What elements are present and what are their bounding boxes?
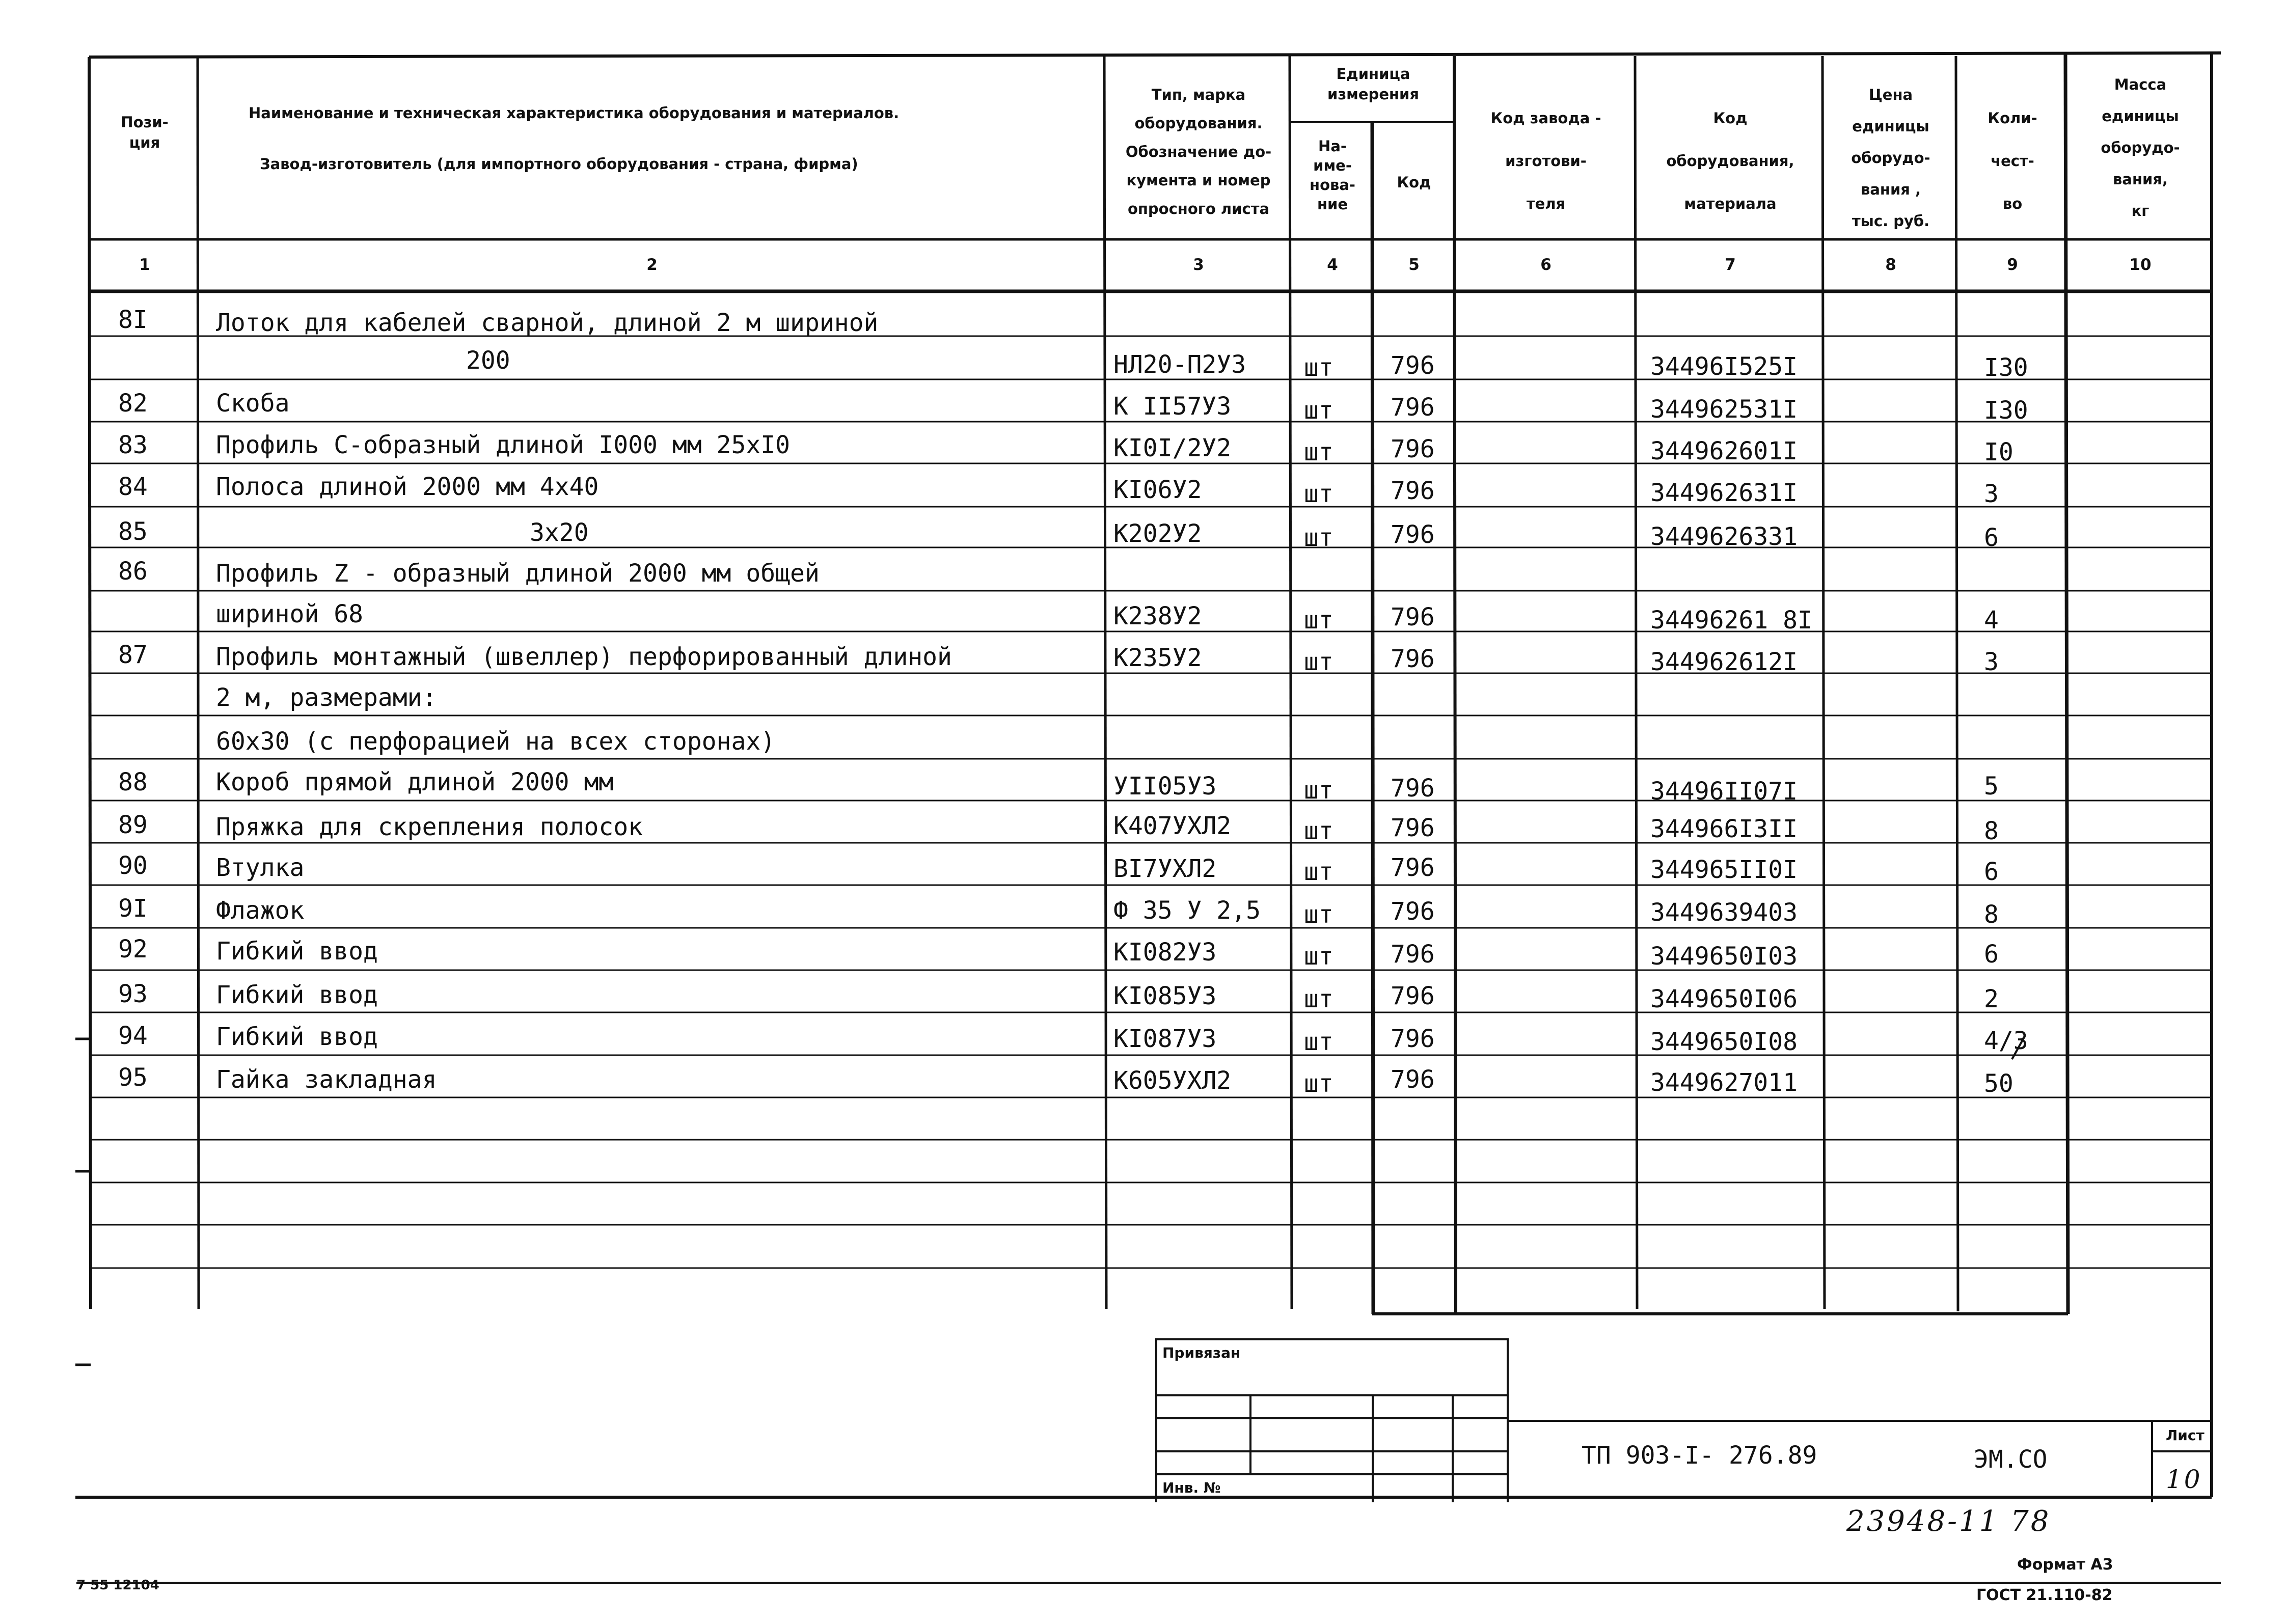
cell-position: 8I	[118, 306, 148, 334]
cell-type: К II57У3	[1113, 392, 1232, 421]
cell-equipment-code: 3449650I08	[1650, 1028, 1798, 1056]
cell-type: КI082У3	[1113, 938, 1217, 967]
cell-quantity: 8	[1984, 817, 1999, 845]
cell-unit: шт	[1304, 817, 1334, 845]
column-number: 8	[1885, 256, 1896, 274]
cell-unit-code: 796	[1391, 982, 1435, 1010]
cell-equipment-code: 34496II07I	[1650, 777, 1798, 806]
cell-quantity: 6	[1984, 524, 1999, 552]
header-mass: Масса единицы оборудо- вания, кг	[2101, 76, 2180, 219]
header-name-line1: Наименование и техническая характеристика оборудования и материалов.	[249, 104, 900, 122]
cell-type: НЛ20-П2У3	[1113, 350, 1246, 379]
cell-quantity: 3	[1984, 480, 1999, 508]
cell-position: 84	[118, 473, 148, 501]
cell-name: Скоба	[216, 389, 290, 418]
cell-position: 88	[118, 768, 148, 796]
cell-type: К407УХЛ2	[1113, 812, 1232, 840]
column-number: 4	[1327, 256, 1338, 274]
cell-unit-code: 796	[1391, 1025, 1435, 1053]
column-number: 7	[1725, 256, 1736, 274]
cell-quantity: 4/3	[1984, 1027, 2028, 1055]
header-equipment-code: Код оборудования, материала	[1666, 109, 1794, 212]
stamp-attached-label: Привязан	[1162, 1344, 1241, 1361]
cell-equipment-code: 34496261 8I	[1650, 606, 1812, 635]
document-code: ТП 903-I- 276.89	[1582, 1441, 1817, 1470]
cell-quantity: 2	[1984, 985, 1999, 1013]
cell-name: Гибкий ввод	[216, 1023, 378, 1051]
cell-unit-code: 796	[1391, 940, 1435, 969]
column-number: 10	[2129, 256, 2152, 274]
cell-unit: шт	[1304, 942, 1334, 971]
cell-quantity: 6	[1984, 858, 1999, 886]
cell-equipment-code: 344962531I	[1650, 395, 1798, 424]
column-number: 3	[1193, 256, 1204, 274]
cell-name: Полоса длиной 2000 мм 4х40	[216, 473, 599, 501]
header-unit-group: Единица измерения	[1327, 65, 1419, 103]
header-name-line2: Завод-изготовитель (для импортного оборудования - страна, фирма)	[260, 155, 858, 173]
cell-type: ВI7УХЛ2	[1113, 855, 1217, 883]
cell-equipment-code: 3449650I06	[1650, 985, 1798, 1013]
cell-position: 95	[118, 1063, 148, 1092]
cell-position: 94	[118, 1022, 148, 1050]
cell-name: 2 м, размерами:	[216, 683, 437, 712]
cell-position: 83	[118, 431, 148, 459]
cell-position: 9I	[118, 894, 148, 923]
cell-type: К605УХЛ2	[1113, 1066, 1232, 1095]
cell-unit-code: 796	[1391, 1065, 1435, 1094]
cell-unit-code: 796	[1391, 897, 1435, 926]
cell-type: К238У2	[1113, 602, 1202, 630]
cell-equipment-code: 344962631I	[1650, 479, 1798, 507]
header-quantity: Коли- чест- во	[1988, 109, 2037, 212]
cell-unit: шт	[1304, 438, 1334, 466]
handwritten-number: 23948-11 78	[1846, 1505, 2051, 1538]
cell-position: 92	[118, 935, 148, 964]
cell-name: Короб прямой длиной 2000 мм	[216, 768, 614, 796]
cell-position: 93	[118, 980, 148, 1008]
cell-unit-code: 796	[1391, 393, 1435, 422]
gost-standard: ГОСТ 21.110-82	[1976, 1586, 2113, 1604]
cell-quantity: I30	[1984, 353, 2028, 382]
cell-position: 82	[118, 389, 148, 418]
cell-unit: шт	[1304, 776, 1334, 805]
cell-unit: шт	[1304, 606, 1334, 635]
cell-unit-code: 796	[1391, 435, 1435, 463]
cell-quantity: 5	[1984, 772, 1999, 801]
print-code: 7 55 12104	[76, 1578, 159, 1593]
cell-unit-code: 796	[1391, 351, 1435, 380]
cell-name: Лоток для кабелей сварной, длиной 2 м шириной	[216, 309, 879, 337]
cell-position: 86	[118, 557, 148, 586]
header-unit-name: На- име- нова- ние	[1310, 137, 1355, 213]
cell-equipment-code: 344962601I	[1650, 437, 1798, 465]
cell-name: Гайка закладная	[216, 1065, 437, 1094]
cell-unit: шт	[1304, 985, 1334, 1013]
column-number: 1	[139, 256, 150, 274]
cell-name: шириной 68	[216, 600, 363, 628]
cell-type: Ф 35 У 2,5	[1113, 896, 1261, 925]
cell-unit-code: 796	[1391, 520, 1435, 549]
cell-equipment-code: 3449626331	[1650, 522, 1798, 551]
cell-type: К235У2	[1113, 644, 1202, 672]
cell-unit-code: 796	[1391, 477, 1435, 505]
cell-unit-code: 796	[1391, 774, 1435, 803]
cell-type: КI087У3	[1113, 1025, 1217, 1053]
cell-position: 90	[118, 851, 148, 880]
cell-unit: шт	[1304, 1069, 1334, 1098]
cell-type: УII05У3	[1113, 772, 1217, 801]
cell-equipment-code: 3449639403	[1650, 898, 1798, 927]
cell-equipment-code: 344966I3II	[1650, 815, 1798, 843]
header-unit-code: Код	[1397, 174, 1431, 191]
sheet-number: 10	[2166, 1465, 2202, 1494]
document-mark: ЭМ.СО	[1974, 1445, 2048, 1474]
cell-quantity: I0	[1984, 438, 2013, 466]
cell-unit: шт	[1304, 900, 1334, 929]
stamp-inventory-label: Инв. №	[1162, 1479, 1221, 1496]
sheet-label: Лист	[2166, 1427, 2205, 1444]
cell-name: Профиль монтажный (швеллер) перфорированный длиной	[216, 643, 952, 671]
cell-quantity: I30	[1984, 396, 2028, 425]
cell-unit: шт	[1304, 396, 1334, 425]
cell-name: Флажок	[216, 896, 305, 925]
cell-name: 60х30 (с перфорацией на всех сторонах)	[216, 727, 776, 756]
cell-quantity: 6	[1984, 940, 1999, 969]
cell-position: 85	[118, 517, 148, 546]
cell-type: КI085У3	[1113, 982, 1217, 1010]
cell-equipment-code: 3449650I03	[1650, 942, 1798, 971]
cell-quantity: 3	[1984, 648, 1999, 676]
column-number: 9	[2007, 256, 2018, 274]
cell-unit: шт	[1304, 648, 1334, 676]
cell-unit-code: 796	[1391, 854, 1435, 882]
cell-name: Пряжка для скрепления полосок	[216, 813, 643, 841]
cell-quantity: 4	[1984, 606, 1999, 635]
cell-equipment-code: 344962612I	[1650, 648, 1798, 676]
header-price: Цена единицы оборудо- вания , тыс. руб.	[1851, 86, 1930, 230]
cell-equipment-code: 34496I525I	[1650, 352, 1798, 381]
column-number: 2	[646, 256, 658, 274]
cell-type: КI06У2	[1113, 476, 1202, 504]
cell-name: 200	[466, 346, 510, 375]
cell-unit-code: 796	[1391, 603, 1435, 631]
cell-name: 3х20	[530, 518, 589, 547]
cell-unit: шт	[1304, 480, 1334, 508]
cell-name: Профиль С-образный длиной I000 мм 25хI0	[216, 431, 791, 459]
cell-unit-code: 796	[1391, 814, 1435, 842]
header-plant-code: Код завода - изготови- теля	[1490, 109, 1601, 212]
cell-type: К202У2	[1113, 519, 1202, 548]
cell-unit-code: 796	[1391, 645, 1435, 673]
cell-quantity: 50	[1984, 1069, 2013, 1098]
cell-position: 89	[118, 811, 148, 839]
header-type: Тип, марка оборудования. Обозначение до- кумента и номер опросного листа	[1125, 86, 1272, 217]
cell-unit: шт	[1304, 524, 1334, 552]
cell-equipment-code: 3449627011	[1650, 1068, 1798, 1097]
cell-quantity: 8	[1984, 900, 1999, 929]
cell-position: 87	[118, 641, 148, 669]
cell-name: Втулка	[216, 854, 305, 882]
header-position: Пози- ция	[121, 114, 169, 151]
column-number: 6	[1540, 256, 1552, 274]
cell-name: Гибкий ввод	[216, 937, 378, 966]
column-number: 5	[1408, 256, 1420, 274]
paper-format: Формат А3	[2017, 1556, 2113, 1574]
cell-unit: шт	[1304, 858, 1334, 886]
cell-unit: шт	[1304, 353, 1334, 382]
cell-type: КI0I/2У2	[1113, 434, 1232, 462]
cell-name: Гибкий ввод	[216, 981, 378, 1009]
cell-unit: шт	[1304, 1028, 1334, 1056]
cell-name: Профиль Z - образный длиной 2000 мм общей	[216, 559, 820, 588]
cell-equipment-code: 344965II0I	[1650, 856, 1798, 884]
